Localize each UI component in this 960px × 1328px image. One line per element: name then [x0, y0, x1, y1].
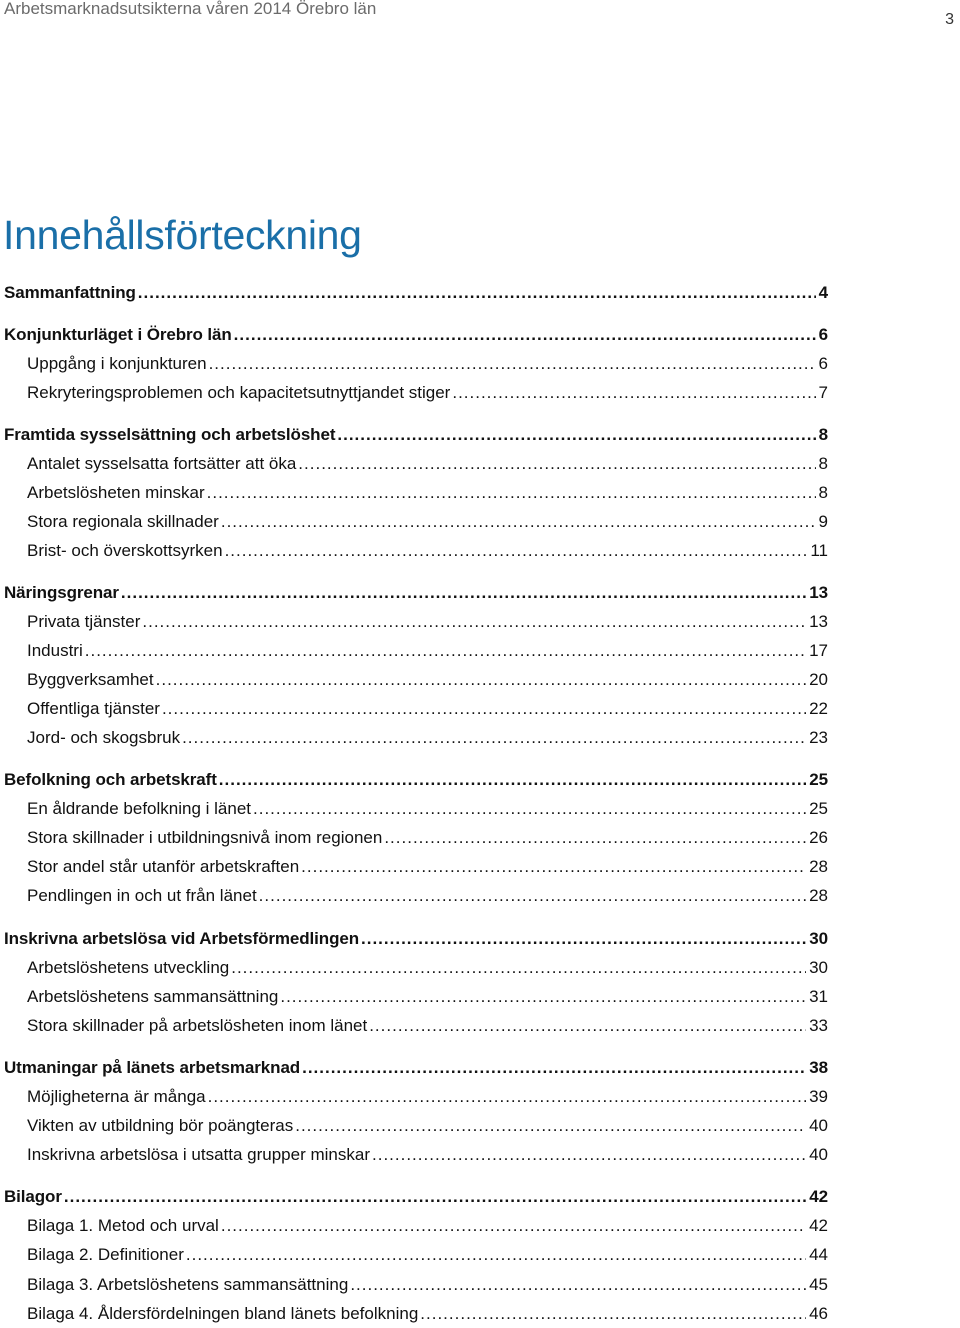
toc-entry-page: 25	[809, 799, 828, 818]
toc-subsection-entry[interactable]	[27, 382, 828, 404]
toc-heading: Innehållsförteckning	[3, 212, 362, 258]
toc-entry-page: 42	[809, 1187, 828, 1206]
toc-entry-title: Inskrivna arbetslösa vid Arbetsförmedlingen	[4, 929, 360, 948]
toc-entry-page: 28	[809, 857, 828, 876]
toc-dot-leader	[234, 324, 816, 346]
toc-entry-title: Pendlingen in och ut från länet	[27, 886, 257, 905]
toc-entry-page: 8	[818, 425, 828, 444]
toc-dot-leader	[452, 382, 815, 404]
toc-entry-page: 30	[809, 929, 828, 948]
toc-entry-title: Arbetslöshetens sammansättning	[27, 987, 279, 1006]
toc-dot-leader	[225, 540, 808, 562]
toc-entry-title: Bilaga 1. Metod och urval	[27, 1216, 219, 1235]
toc-subsection-entry[interactable]	[27, 698, 828, 720]
toc-dot-leader	[64, 1186, 806, 1208]
toc-entry-title: Antalet sysselsatta fortsätter att öka	[27, 454, 297, 473]
toc-entry-page: 28	[809, 886, 828, 905]
toc-subsection-entry[interactable]	[27, 640, 828, 662]
toc-dot-leader	[384, 827, 806, 849]
toc-subsection-entry[interactable]	[27, 1244, 828, 1266]
toc-dot-leader	[259, 885, 806, 907]
toc-entry-page: 44	[809, 1245, 828, 1264]
toc-section-entry[interactable]	[4, 424, 828, 446]
toc-dot-leader	[219, 769, 807, 791]
toc-dot-leader	[209, 353, 816, 375]
toc-dot-leader	[372, 1144, 806, 1166]
toc-entry-title: Offentliga tjänster	[27, 699, 160, 718]
toc-entry-page: 40	[809, 1145, 828, 1164]
toc-entry-title: Bilaga 2. Definitioner	[27, 1245, 184, 1264]
toc-dot-leader	[207, 482, 816, 504]
toc-dot-leader	[121, 582, 806, 604]
toc-entry-title: Sammanfattning	[4, 283, 136, 302]
toc-section-entry[interactable]	[4, 769, 828, 791]
toc-subsection-entry[interactable]	[27, 827, 828, 849]
toc-section-entry[interactable]	[4, 324, 828, 346]
toc-subsection-entry[interactable]	[27, 1115, 828, 1137]
toc-dot-leader	[221, 1215, 806, 1237]
toc-entry-page: 17	[809, 641, 828, 660]
toc-entry-title: Byggverksamhet	[27, 670, 154, 689]
toc-entry-page: 9	[818, 512, 828, 531]
toc-entry-page: 46	[809, 1304, 828, 1323]
toc-entry-page: 33	[809, 1016, 828, 1035]
toc-entry-title: En åldrande befolkning i länet	[27, 799, 251, 818]
toc-dot-leader	[361, 928, 806, 950]
toc-entry-title: Vikten av utbildning bör poängteras	[27, 1116, 294, 1135]
toc-entry-page: 7	[818, 383, 828, 402]
toc-entry-title: Bilaga 3. Arbetslöshetens sammansättning	[27, 1275, 349, 1294]
toc-section-entry[interactable]	[4, 928, 828, 950]
toc-entry-page: 22	[809, 699, 828, 718]
toc-entry-page: 8	[818, 483, 828, 502]
toc-subsection-entry[interactable]	[27, 798, 828, 820]
toc-entry-title: Brist- och överskottsyrken	[27, 541, 223, 560]
toc-section-entry[interactable]	[4, 582, 828, 604]
toc-entry-page: 11	[810, 541, 828, 560]
toc-entry-title: Jord- och skogsbruk	[27, 728, 181, 747]
toc-dot-leader	[369, 1015, 806, 1037]
toc-entry-page: 20	[809, 670, 828, 689]
toc-entry-page: 4	[818, 283, 828, 302]
running-header-title: Arbetsmarknadsutsikterna våren 2014 Örebro län	[4, 0, 377, 18]
toc-subsection-entry[interactable]	[27, 482, 828, 504]
toc-dot-leader	[302, 1057, 806, 1079]
toc-entry-title: Utmaningar på länets arbetsmarknad	[4, 1058, 301, 1077]
toc-entry-page: 45	[809, 1275, 828, 1294]
toc-subsection-entry[interactable]	[27, 669, 828, 691]
toc-entry-page: 26	[809, 828, 828, 847]
toc-entry-title: Arbetslöshetens utveckling	[27, 958, 230, 977]
toc-entry-page: 39	[809, 1087, 828, 1106]
toc-entry-title: Industri	[27, 641, 83, 660]
toc-dot-leader	[182, 727, 806, 749]
toc-subsection-entry[interactable]	[27, 727, 828, 749]
toc-dot-leader	[350, 1274, 806, 1296]
toc-entry-title: Framtida sysselsättning och arbetslöshet	[4, 425, 336, 444]
toc-section-entry[interactable]	[4, 1186, 828, 1208]
toc-entry-title: Stora skillnader i utbildningsnivå inom regionen	[27, 828, 383, 847]
toc-entry-title: Inskrivna arbetslösa i utsatta grupper minskar	[27, 1145, 370, 1164]
toc-entry-page: 23	[809, 728, 828, 747]
toc-subsection-entry[interactable]	[27, 453, 828, 475]
toc-dot-leader	[208, 1086, 806, 1108]
toc-subsection-entry[interactable]	[27, 1144, 828, 1166]
toc-subsection-entry[interactable]	[27, 957, 828, 979]
toc-subsection-entry[interactable]	[27, 885, 828, 907]
toc-subsection-entry[interactable]	[27, 1303, 828, 1325]
toc-entry-title: Bilaga 4. Åldersfördelningen bland länets befolkning	[27, 1304, 419, 1323]
toc-subsection-entry[interactable]	[27, 1274, 828, 1296]
toc-subsection-entry[interactable]	[27, 511, 828, 533]
toc-entry-page: 6	[818, 354, 828, 373]
toc-entry-title: Möjligheterna är många	[27, 1087, 206, 1106]
toc-entry-page: 30	[809, 958, 828, 977]
toc-subsection-entry[interactable]	[27, 1086, 828, 1108]
toc-dot-leader	[337, 424, 815, 446]
toc-entry-title: Stora regionala skillnader	[27, 512, 219, 531]
toc-dot-leader	[420, 1303, 806, 1325]
toc-dot-leader	[253, 798, 806, 820]
toc-entry-title: Befolkning och arbetskraft	[4, 770, 217, 789]
toc-entry-title: Uppgång i konjunkturen	[27, 354, 207, 373]
toc-entry-page: 6	[818, 325, 828, 344]
toc-entry-title: Stora skillnader på arbetslösheten inom länet	[27, 1016, 368, 1035]
toc-subsection-entry[interactable]	[27, 611, 828, 633]
toc-dot-leader	[138, 282, 816, 304]
toc-entry-title: Näringsgrenar	[4, 583, 119, 602]
toc-entry-page: 38	[809, 1058, 828, 1077]
toc-dot-leader	[156, 669, 806, 691]
toc-section-entry[interactable]	[4, 282, 828, 304]
toc-dot-leader	[142, 611, 806, 633]
toc-dot-leader	[162, 698, 806, 720]
toc-subsection-entry[interactable]	[27, 353, 828, 375]
toc-entry-page: 42	[809, 1216, 828, 1235]
toc-dot-leader	[85, 640, 806, 662]
toc-dot-leader	[221, 511, 816, 533]
toc-entry-page: 13	[809, 612, 828, 631]
toc-entry-page: 31	[809, 987, 828, 1006]
toc-dot-leader	[280, 986, 806, 1008]
toc-entry-title: Stor andel står utanför arbetskraften	[27, 857, 300, 876]
toc-dot-leader	[186, 1244, 806, 1266]
toc-entry-title: Arbetslösheten minskar	[27, 483, 205, 502]
toc-subsection-entry[interactable]	[27, 540, 828, 562]
toc-subsection-entry[interactable]	[27, 986, 828, 1008]
toc-subsection-entry[interactable]	[27, 856, 828, 878]
toc-entry-page: 25	[809, 770, 828, 789]
toc-entry-title: Privata tjänster	[27, 612, 141, 631]
toc-dot-leader	[298, 453, 815, 475]
toc-subsection-entry[interactable]	[27, 1015, 828, 1037]
toc-dot-leader	[301, 856, 806, 878]
toc-entry-title: Rekryteringsproblemen och kapacitetsutnyttjandet stiger	[27, 383, 451, 402]
page-number: 3	[945, 11, 954, 28]
toc-entry-title: Konjunkturläget i Örebro län	[4, 325, 232, 344]
toc-entry-page: 40	[809, 1116, 828, 1135]
toc-entry-page: 8	[818, 454, 828, 473]
toc-dot-leader	[295, 1115, 806, 1137]
toc-dot-leader	[231, 957, 806, 979]
toc-entry-title: Bilagor	[4, 1187, 62, 1206]
toc-section-entry[interactable]	[4, 1057, 828, 1079]
toc-subsection-entry[interactable]	[27, 1215, 828, 1237]
toc-entry-page: 13	[809, 583, 828, 602]
